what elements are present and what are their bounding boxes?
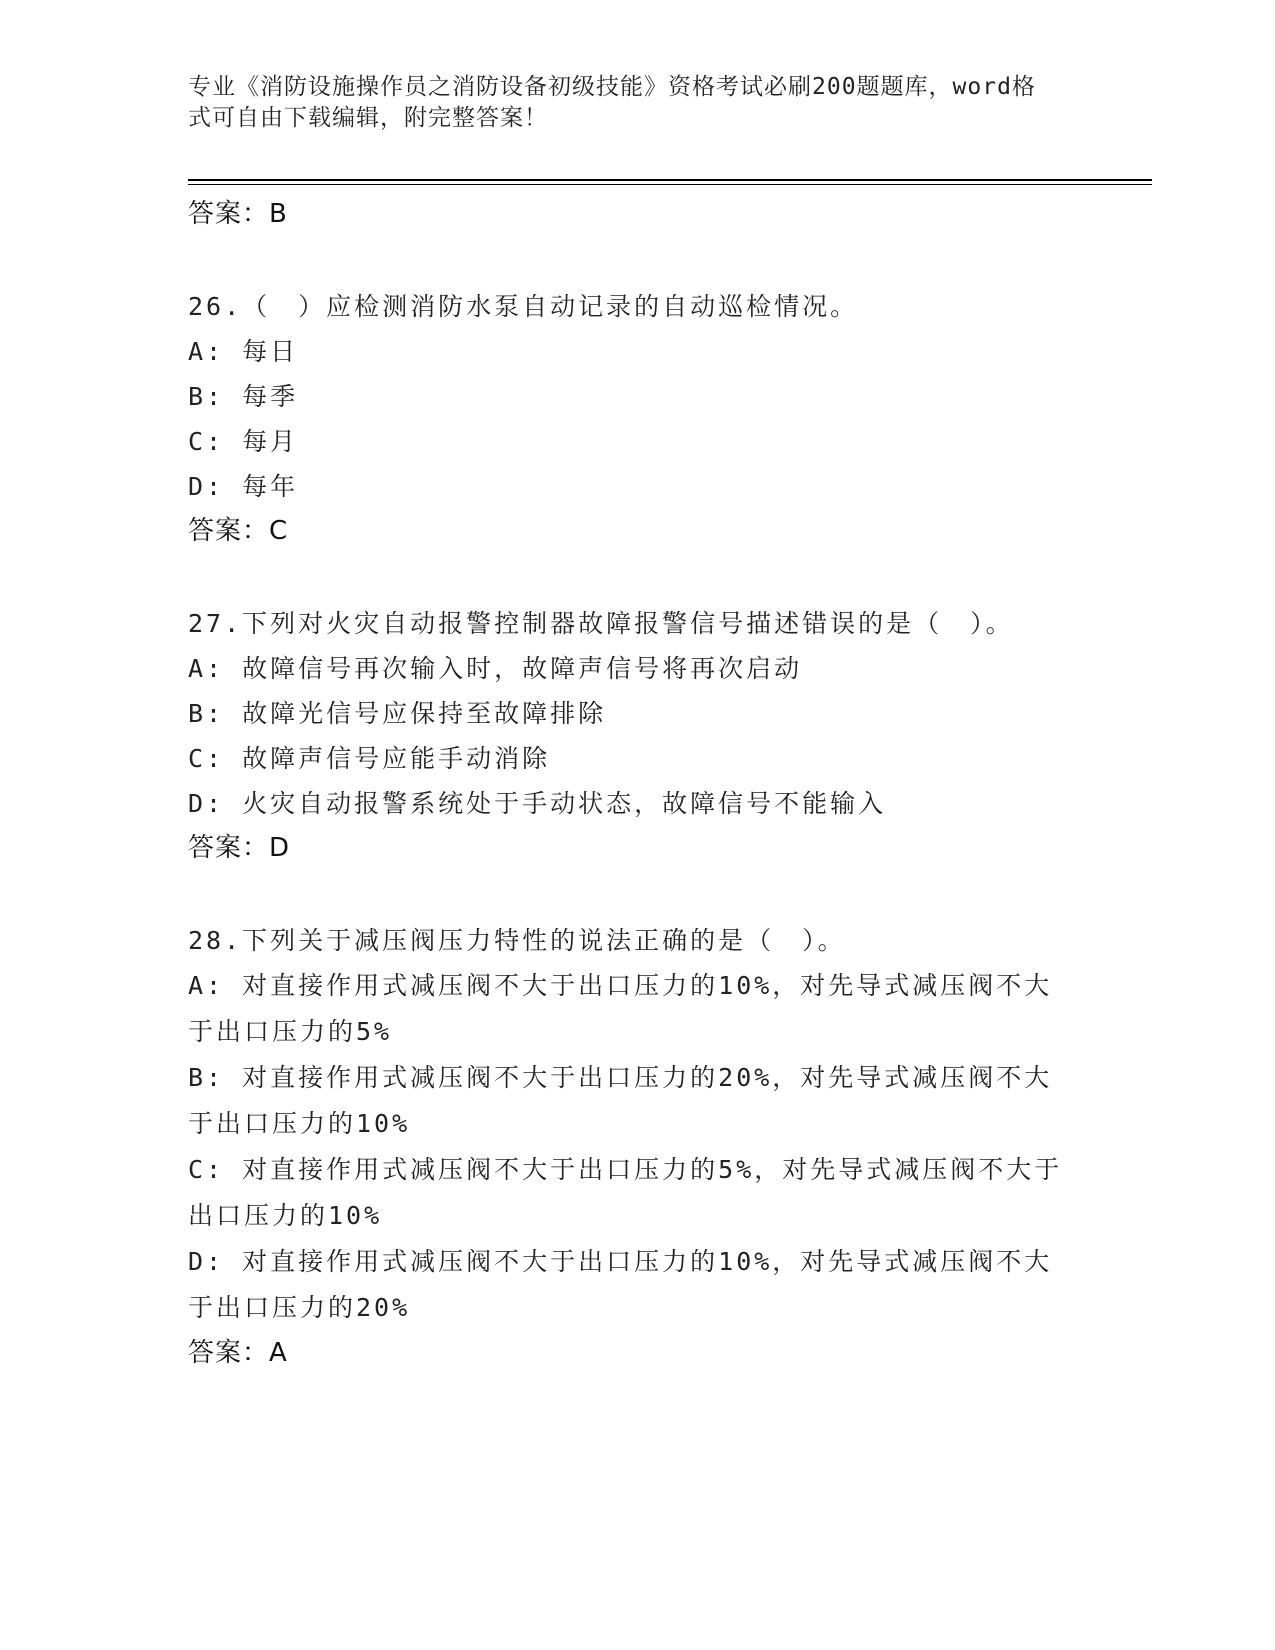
question-list: [188, 192, 1088, 1376]
option-b: B: 故障光信号应保持至故障排除: [188, 699, 607, 728]
header-divider-thick: [188, 179, 1152, 181]
option-c: C: 故障声信号应能手动消除: [188, 744, 551, 773]
option-a: A: 每日: [188, 337, 299, 366]
answer-line: 答案：A: [188, 1338, 288, 1368]
previous-answer: 答案：B: [188, 199, 288, 229]
answer-line: 答案：D: [188, 833, 291, 863]
question-block: [188, 284, 1088, 554]
spacer: [188, 554, 1088, 601]
question-block: [188, 918, 1088, 1376]
question-stem: 27.下列对火灾自动报警控制器故障报警信号描述错误的是（ ）。: [188, 609, 1014, 638]
option-a: A: 对直接作用式减压阀不大于出口压力的10%，对先导式减压阀不大于出口压力的5%: [188, 971, 1053, 1046]
page-header: [188, 72, 1078, 134]
spacer: [188, 237, 1088, 284]
header-line-1: 专业《消防设施操作员之消防设备初级技能》资格考试必刷200题题库，word格: [188, 74, 1036, 100]
question-stem: 28.下列关于减压阀压力特性的说法正确的是（ ）。: [188, 926, 846, 955]
option-c: C: 对直接作用式减压阀不大于出口压力的5%，对先导式减压阀不大于出口压力的10%: [188, 1155, 1063, 1230]
spacer: [188, 871, 1088, 918]
option-d: D: 火灾自动报警系统处于手动状态，故障信号不能输入: [188, 789, 887, 818]
answer-line: 答案：C: [188, 516, 289, 546]
option-d: D: 每年: [188, 472, 299, 501]
question-stem: 26.（ ）应检测消防水泵自动记录的自动巡检情况。: [188, 292, 859, 321]
option-a: A: 故障信号再次输入时，故障声信号将再次启动: [188, 654, 803, 683]
option-b: B: 每季: [188, 382, 299, 411]
option-d: D: 对直接作用式减压阀不大于出口压力的10%，对先导式减压阀不大于出口压力的20%: [188, 1247, 1053, 1322]
option-b: B: 对直接作用式减压阀不大于出口压力的20%，对先导式减压阀不大于出口压力的10%: [188, 1063, 1053, 1138]
question-block: [188, 601, 1088, 871]
header-divider-thin: [188, 184, 1152, 185]
header-line-2: 式可自由下载编辑，附完整答案！: [188, 105, 548, 131]
option-c: C: 每月: [188, 427, 299, 456]
